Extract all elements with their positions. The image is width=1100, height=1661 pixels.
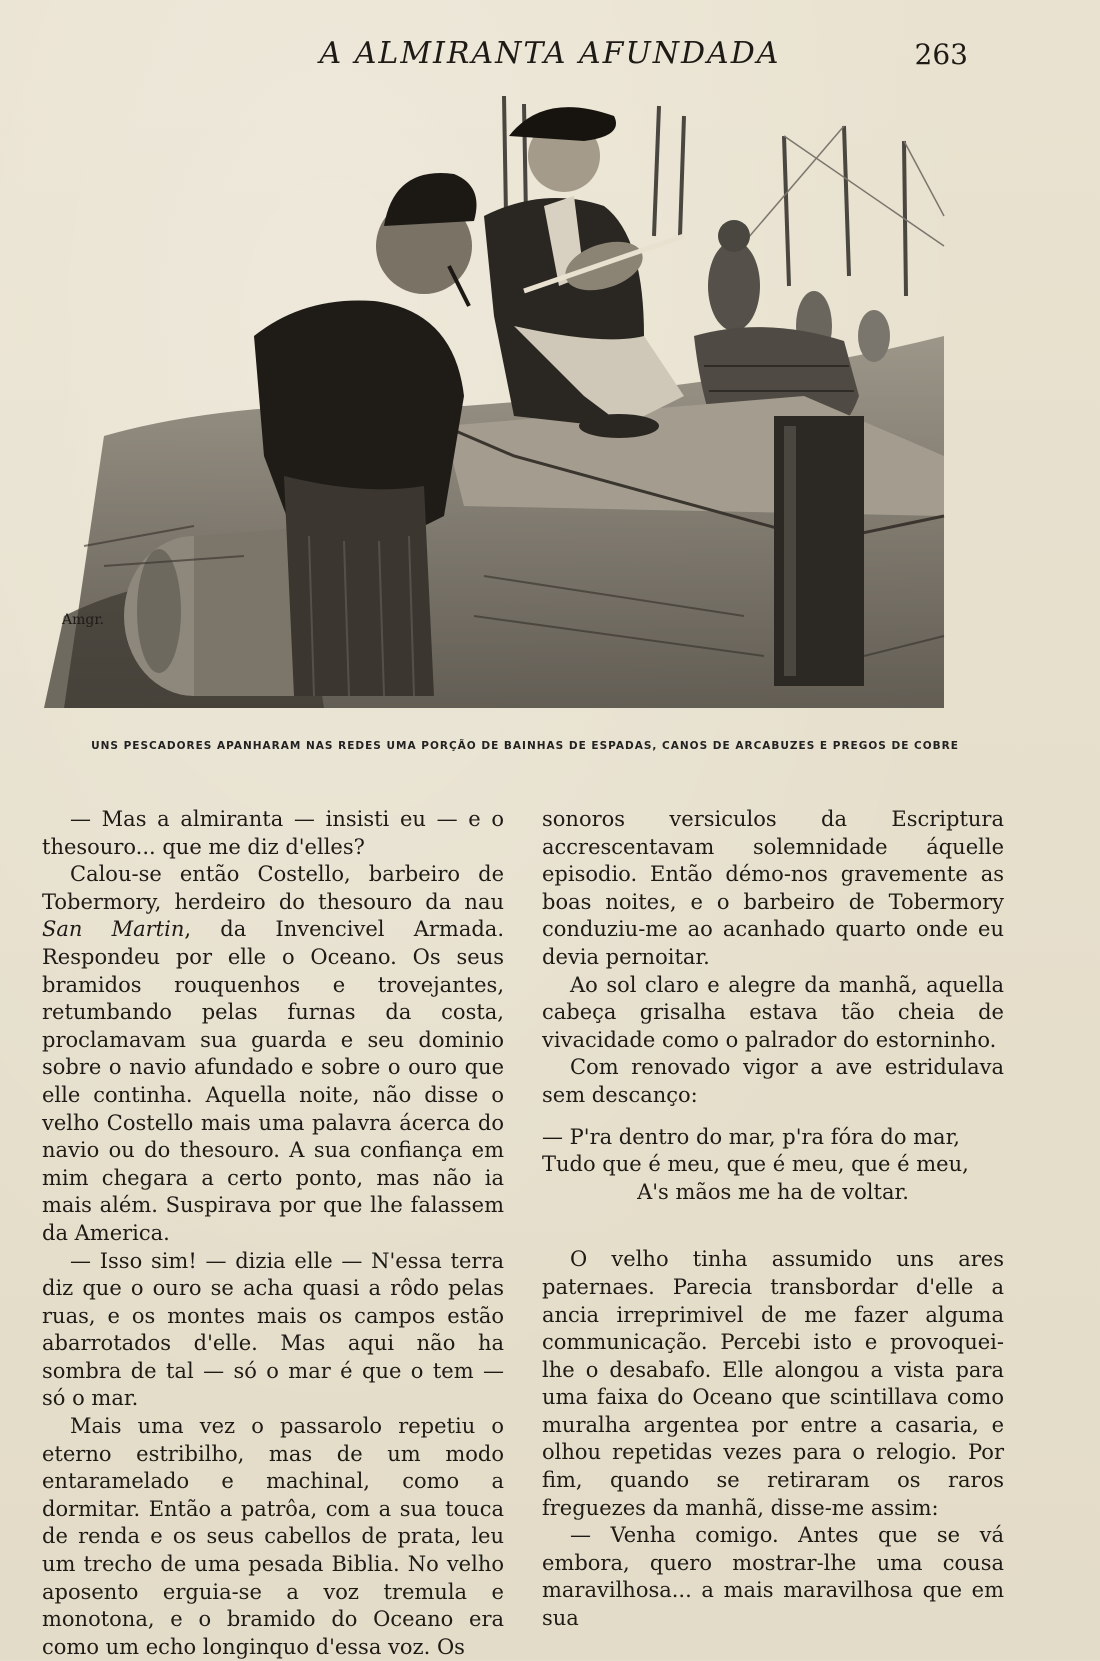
fishermen-illustration xyxy=(44,96,974,708)
verse-line: — P'ra dentro do mar, p'ra fóra do mar, xyxy=(542,1124,960,1149)
paragraph: O velho tinha assumido uns ares paternaes. Parecia transbordar d'elle a ancia irreprimivel de me fazer alguma communicação. Percebi isto e provoquei-lhe o desabafo. Elle alongou a vista para uma faixa do Oceano que scintillava como muralha argentea por entre a casaria, e olhou repetidas vezes para o relogio. Por fim, quando se retiraram os raros freguezes da manhã, disse-me assim: xyxy=(542,1247,1004,1520)
paragraph: — Isso sim! — dizia elle — N'essa terra diz que o ouro se acha quasi a rôdo pelas ruas, e os montes mais os campos estão abarrotados d'elle. Mas aqui não ha sombra de tal — só o mar é que o tem — só o mar. xyxy=(42,1248,504,1411)
paragraph: Com renovado vigor a ave estridulava sem descanço: xyxy=(542,1055,1004,1107)
right-column xyxy=(542,806,1004,1633)
paragraph: — Mas a almiranta — insisti eu — e o thesouro... que me diz d'elles? xyxy=(42,807,504,859)
paragraph: Ao sol claro e alegre da manhã, aquella cabeça grisalha estava tão cheia de vivacidade como o palrador do estorninho. xyxy=(542,972,1004,1052)
paragraph: Mais uma vez o passarolo repetiu o eterno estribilho, mas de um modo entaramelado e machinal, como a dormitar. Então a patrôa, com a sua touca de renda e os seus cabellos de prata, leu um trecho de uma pesada Biblia. No velho aposento erguia-se a voz tremula e monotona, e o bramido do Oceano era como um echo longinquo d'essa voz. Os xyxy=(42,1414,504,1659)
left-column xyxy=(42,806,504,1661)
illustration-caption: UNS PESCADORES APANHARAM NAS REDES UMA PORÇÃO DE BAINHAS DE ESPADAS, CANOS DE ARCABUZES E PREGOS DE COBRE xyxy=(91,740,959,752)
artist-signature: Amgr. xyxy=(62,612,104,628)
paragraph: Calou-se então Costello, barbeiro de Tobermory, herdeiro do thesouro da nau San Martin, da Invencivel Armada. Respondeu por elle o Oceano. Os seus bramidos rouquenhos e trovejantes, retumbando pelas furnas da costa, proclamavam sua guarda e seu dominio sobre o navio afundado e sobre o ouro que elle continha. Aquella noite, não disse o velho Costello mais uma palavra ácerca do navio ou do thesouro. A sua confiança em mim chegara a certo ponto, mas não ia mais além. Suspirava por que lhe falassem da America. xyxy=(42,862,504,1245)
ship-name: San Martin xyxy=(42,917,185,942)
illustration-drawing xyxy=(44,96,974,708)
paragraph: sonoros versiculos da Escriptura accrescentavam solemnidade áquelle episodio. Então démo-nos gravemente as boas noites, e o barbeiro de Tobermory conduziu-me ao acanhado quarto onde eu devia pernoitar. xyxy=(542,807,1004,969)
page-number: 263 xyxy=(914,38,968,71)
running-title: A ALMIRANTA AFUNDADA xyxy=(319,36,781,71)
verse-line: Tudo que é meu, que é meu, que é meu, xyxy=(542,1152,969,1177)
verse-line: A's mãos me ha de voltar. xyxy=(637,1179,909,1204)
verse xyxy=(542,1124,1004,1207)
paragraph: — Venha comigo. Antes que se vá embora, quero mostrar-lhe uma cousa maravilhosa... a mais maravilhosa que em sua xyxy=(542,1523,1004,1631)
